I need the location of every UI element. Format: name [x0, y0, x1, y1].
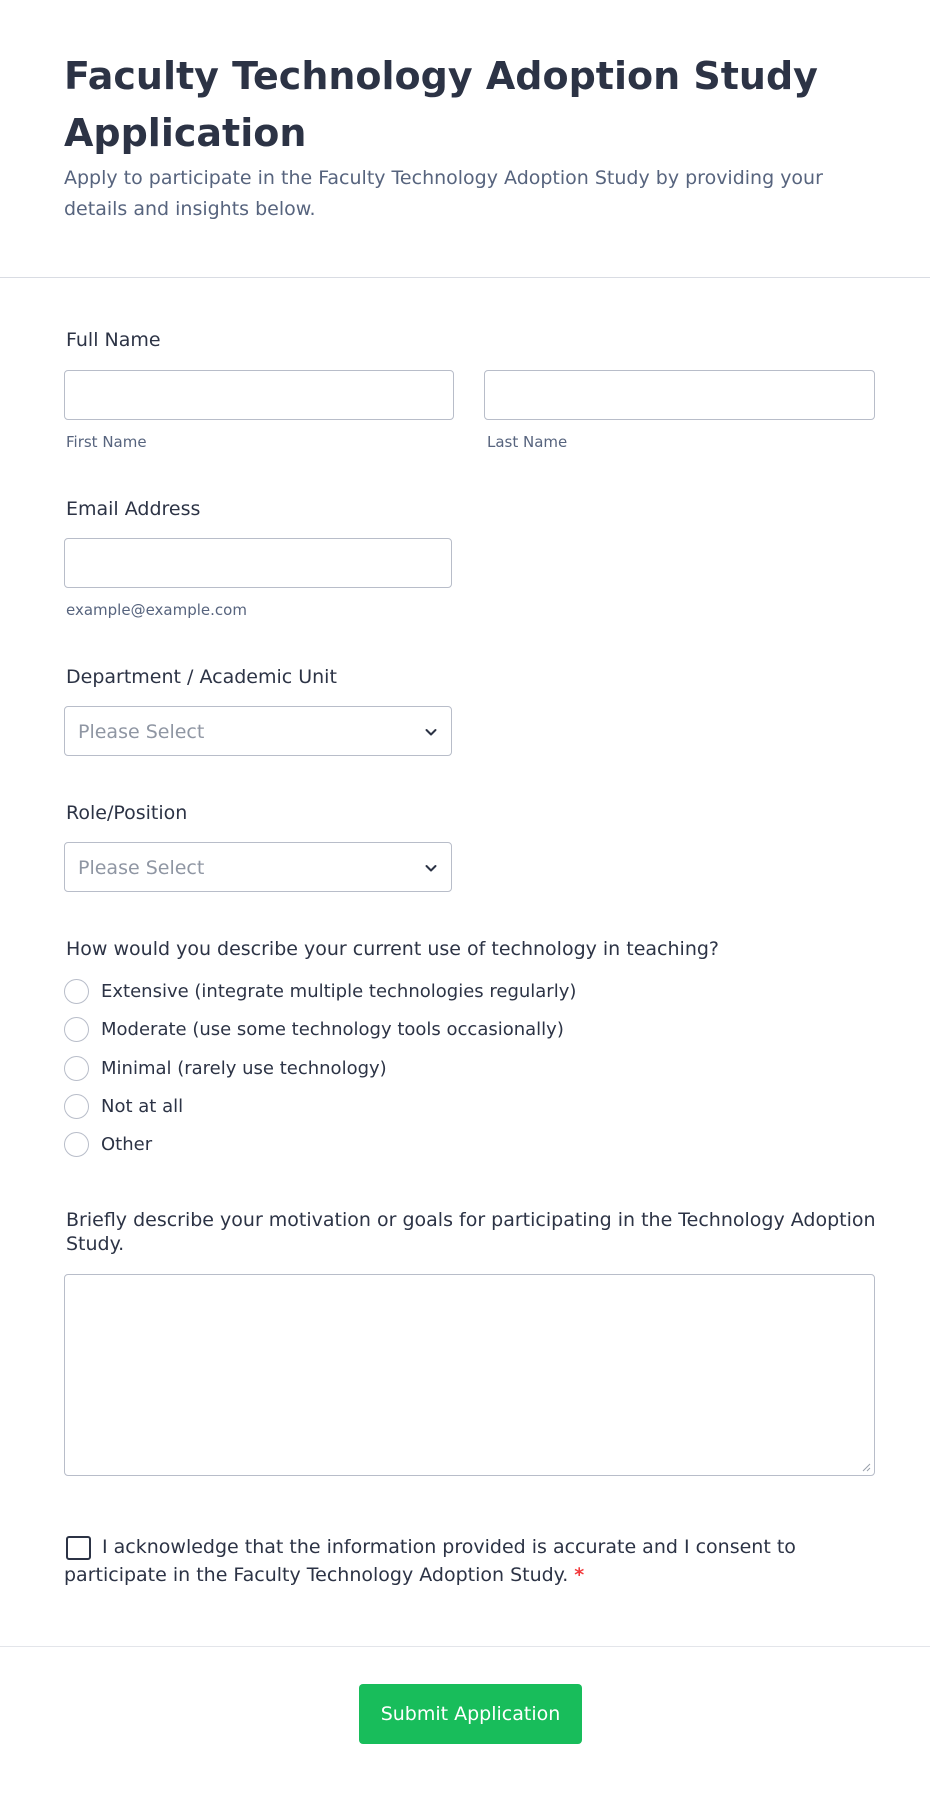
- last-name-input[interactable]: [484, 370, 875, 420]
- radio-label: Not at all: [101, 1096, 184, 1117]
- form-subtitle: Apply to participate in the Faculty Technology Adoption Study by providing your details and insights below.: [64, 167, 823, 220]
- footer-divider: [0, 1646, 930, 1647]
- radio-option-minimal[interactable]: [64, 1056, 764, 1082]
- role-select[interactable]: [64, 842, 452, 892]
- radio-button[interactable]: [64, 1132, 89, 1157]
- motivation-textarea[interactable]: [64, 1274, 875, 1476]
- radio-button[interactable]: [64, 979, 89, 1004]
- last-name-sublabel: Last Name: [487, 433, 568, 451]
- radio-button[interactable]: [64, 1056, 89, 1081]
- first-name-sublabel: First Name: [66, 433, 147, 451]
- department-select[interactable]: [64, 706, 452, 756]
- form-title: Faculty Technology Adoption Study Application: [64, 54, 818, 155]
- radio-label: Minimal (rarely use technology): [101, 1058, 387, 1079]
- submit-button[interactable]: Submit Application: [359, 1684, 582, 1744]
- full-name-label: Full Name: [66, 329, 161, 351]
- chevron-down-icon: [423, 724, 439, 740]
- required-asterisk: *: [574, 1564, 585, 1586]
- radio-option-moderate[interactable]: [64, 1017, 764, 1043]
- role-label: Role/Position: [66, 802, 188, 824]
- tech-use-question: How would you describe your current use of technology in teaching?: [66, 938, 720, 960]
- radio-option-not-at-all[interactable]: [64, 1094, 764, 1120]
- role-selected-value: Please Select: [78, 857, 205, 879]
- radio-label: Moderate (use some technology tools occasionally): [101, 1019, 564, 1040]
- form-header: [0, 0, 930, 278]
- radio-button[interactable]: [64, 1094, 89, 1119]
- radio-button[interactable]: [64, 1017, 89, 1042]
- consent-label: I acknowledge that the information provided is accurate and I consent to participate in the Faculty Technology Adoption Study.: [64, 1536, 796, 1586]
- email-input[interactable]: [64, 538, 452, 588]
- radio-option-extensive[interactable]: [64, 979, 764, 1005]
- email-sublabel: example@example.com: [66, 601, 247, 619]
- motivation-label: Briefly describe your motivation or goals for participating in the Technology Adoption Study.: [66, 1209, 876, 1255]
- department-selected-value: Please Select: [78, 721, 205, 743]
- radio-label: Extensive (integrate multiple technologies regularly): [101, 981, 577, 1002]
- department-label: Department / Academic Unit: [66, 666, 337, 688]
- radio-label: Other: [101, 1134, 153, 1155]
- first-name-input[interactable]: [64, 370, 454, 420]
- consent-text: [64, 1533, 804, 1589]
- resize-handle-icon[interactable]: [861, 1462, 871, 1472]
- radio-option-other[interactable]: [64, 1132, 764, 1158]
- chevron-down-icon: [423, 860, 439, 876]
- email-label: Email Address: [66, 498, 201, 520]
